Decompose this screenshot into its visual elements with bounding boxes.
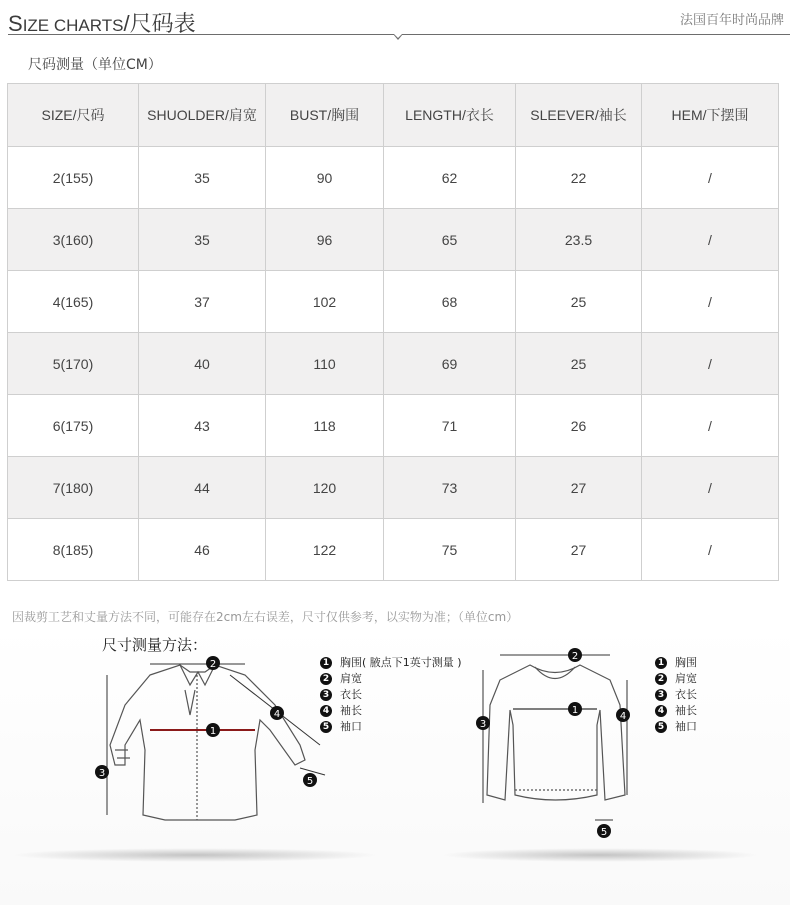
number-badge-icon: 1: [655, 657, 667, 669]
shirt-diagram: [95, 650, 335, 840]
legend-label: 胸围( 腋点下1英寸测量 ): [340, 656, 462, 669]
shirt-outline-icon: [110, 665, 305, 820]
table-cell: 27: [516, 457, 642, 519]
sweater-diagram: [475, 645, 635, 840]
title-chinese: 尺码表: [129, 11, 196, 36]
table-cell: /: [642, 519, 779, 581]
legend-item: [655, 687, 697, 703]
table-cell: 46: [139, 519, 266, 581]
table-cell: 43: [139, 395, 266, 457]
table-cell: 26: [516, 395, 642, 457]
table-subtitle: 尺码测量（单位CM）: [28, 57, 162, 73]
legend-item: [320, 671, 462, 687]
legend-item: [320, 703, 462, 719]
table-cell: 25: [516, 333, 642, 395]
legend-label: 衣长: [340, 688, 362, 701]
number-badge-icon: 3: [320, 689, 332, 701]
table-cell: 23.5: [516, 209, 642, 271]
legend-item: [655, 703, 697, 719]
table-cell: /: [642, 333, 779, 395]
diagram-shadow-left: [10, 848, 380, 862]
marker-label: 2: [571, 651, 579, 662]
legend-label: 袖长: [675, 704, 697, 717]
marker-label: 5: [306, 776, 314, 787]
number-badge-icon: 2: [655, 673, 667, 685]
table-cell: 96: [266, 209, 384, 271]
table-cell: /: [642, 209, 779, 271]
marker-label: 5: [600, 827, 608, 838]
table-row: [8, 457, 779, 519]
table-cell: /: [642, 395, 779, 457]
number-badge-icon: 4: [320, 705, 332, 717]
shirt-legend: [320, 655, 462, 735]
table-cell: /: [642, 147, 779, 209]
table-cell: 6(175): [8, 395, 139, 457]
table-cell: 122: [266, 519, 384, 581]
table-header-row: [8, 84, 779, 147]
table-cell: 118: [266, 395, 384, 457]
legend-item: [320, 655, 462, 671]
header-notch-inner: [394, 34, 402, 38]
measurement-note: 因裁剪工艺和丈量方法不同，可能存在2cm左右误差，尺寸仅供参考，以实物为准；（单位cm）: [12, 610, 519, 624]
sweater-legend: [655, 655, 697, 735]
number-badge-icon: 1: [320, 657, 332, 669]
table-cell: 69: [384, 333, 516, 395]
table-cell: 44: [139, 457, 266, 519]
table-cell: 2(155): [8, 147, 139, 209]
column-header: SIZE/尺码: [8, 84, 139, 147]
table-cell: 4(165): [8, 271, 139, 333]
marker-label: 4: [273, 709, 281, 720]
number-badge-icon: 3: [655, 689, 667, 701]
table-cell: 5(170): [8, 333, 139, 395]
table-cell: 22: [516, 147, 642, 209]
legend-label: 衣长: [675, 688, 697, 701]
table-cell: 71: [384, 395, 516, 457]
table-row: [8, 519, 779, 581]
diagram-shadow-right: [440, 848, 760, 862]
table-row: [8, 271, 779, 333]
table-cell: 25: [516, 271, 642, 333]
legend-label: 肩宽: [340, 672, 362, 685]
table-cell: 3(160): [8, 209, 139, 271]
table-cell: 120: [266, 457, 384, 519]
table-cell: /: [642, 271, 779, 333]
marker-label: 1: [571, 705, 579, 716]
table-cell: 35: [139, 147, 266, 209]
marker-label: 3: [479, 719, 487, 730]
column-header: BUST/胸围: [266, 84, 384, 147]
legend-item: [320, 687, 462, 703]
column-header: SLEEVER/袖长: [516, 84, 642, 147]
legend-label: 袖口: [675, 720, 697, 733]
marker-label: 1: [209, 726, 217, 737]
header: [0, 0, 790, 36]
legend-label: 胸围: [675, 656, 697, 669]
measure-method-title: 尺寸测量方法：: [102, 636, 208, 654]
legend-label: 袖口: [340, 720, 362, 733]
table-cell: 90: [266, 147, 384, 209]
column-header: SHUOLDER/肩宽: [139, 84, 266, 147]
title-english: IZE CHARTS: [22, 16, 124, 35]
marker-icons: [476, 648, 630, 838]
table-cell: 7(180): [8, 457, 139, 519]
table-row: [8, 147, 779, 209]
brand-tagline: 法国百年时尚品牌: [679, 13, 784, 28]
legend-item: [320, 719, 462, 735]
table-cell: 73: [384, 457, 516, 519]
table-cell: /: [642, 457, 779, 519]
table-row: [8, 333, 779, 395]
table-cell: 37: [139, 271, 266, 333]
table-row: [8, 209, 779, 271]
legend-item: [655, 719, 697, 735]
title-initial: S: [8, 11, 23, 36]
table-cell: 8(185): [8, 519, 139, 581]
size-table: [7, 83, 779, 581]
sweater-outline-icon: [487, 665, 625, 800]
number-badge-icon: 5: [320, 721, 332, 733]
title-separator: /: [123, 11, 130, 36]
table-cell: 68: [384, 271, 516, 333]
table-row: [8, 395, 779, 457]
legend-item: [655, 655, 697, 671]
legend-label: 袖长: [340, 704, 362, 717]
marker-label: 4: [619, 711, 627, 722]
marker-label: 2: [209, 659, 217, 670]
table-cell: 35: [139, 209, 266, 271]
column-header: LENGTH/衣长: [384, 84, 516, 147]
marker-label: 3: [98, 768, 106, 779]
number-badge-icon: 4: [655, 705, 667, 717]
number-badge-icon: 5: [655, 721, 667, 733]
table-cell: 102: [266, 271, 384, 333]
table-cell: 75: [384, 519, 516, 581]
legend-item: [655, 671, 697, 687]
column-header: HEM/下摆围: [642, 84, 779, 147]
marker-icons: [95, 656, 317, 787]
table-cell: 110: [266, 333, 384, 395]
legend-label: 肩宽: [675, 672, 697, 685]
table-cell: 65: [384, 209, 516, 271]
table-cell: 27: [516, 519, 642, 581]
number-badge-icon: 2: [320, 673, 332, 685]
table-cell: 62: [384, 147, 516, 209]
table-cell: 40: [139, 333, 266, 395]
